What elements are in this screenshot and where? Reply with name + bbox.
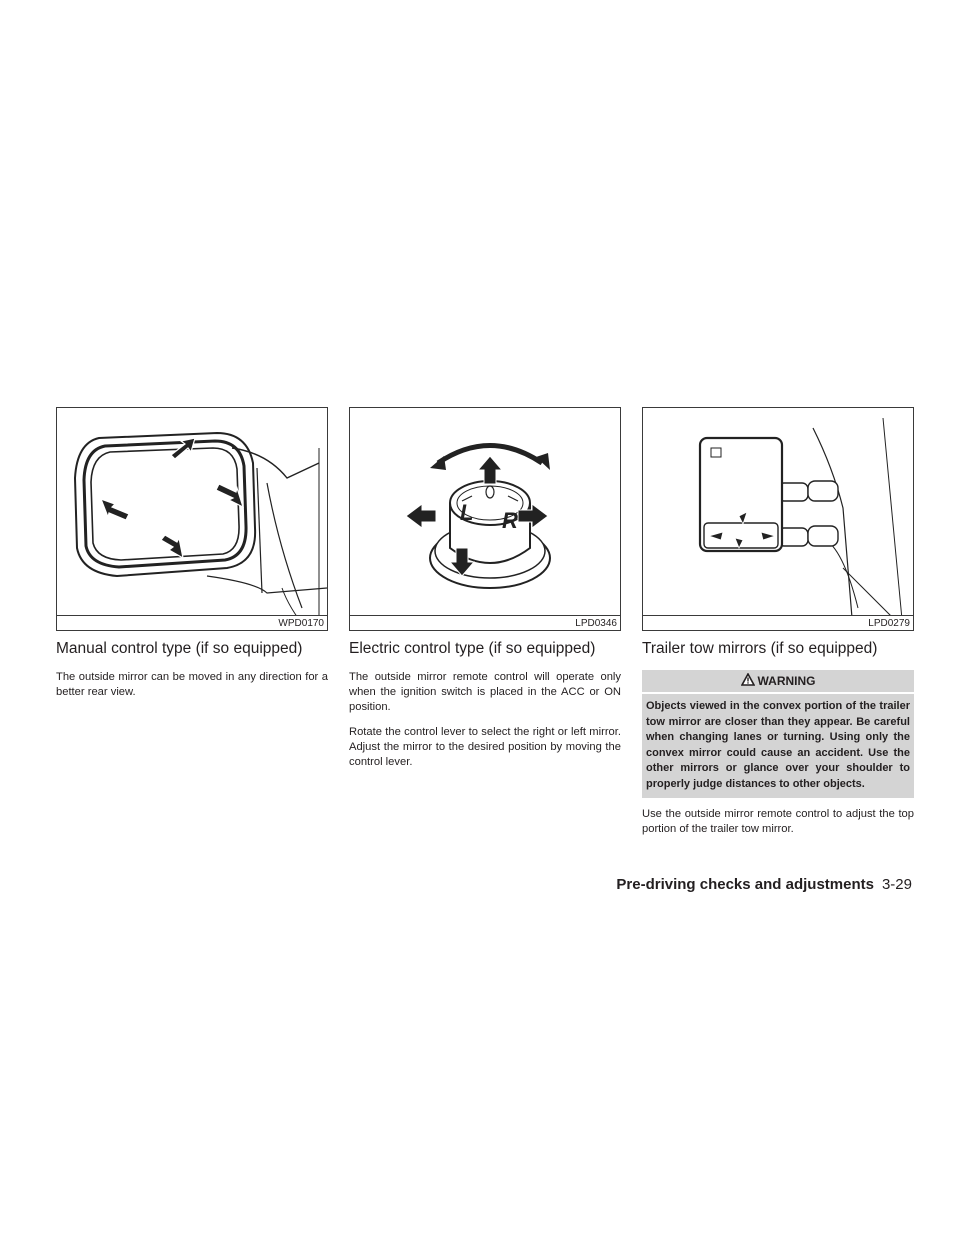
manual-mirror-illustration (57, 408, 327, 630)
page-number: 3-29 (881, 876, 912, 893)
section-heading: Trailer tow mirrors (if so equipped) (642, 640, 878, 657)
warning-header (642, 670, 914, 692)
right-mirror-label: R (502, 508, 518, 533)
section-heading: Manual control type (if so equipped) (56, 640, 303, 657)
column-trailer-tow (642, 407, 914, 847)
warning-title: WARNING (757, 674, 816, 688)
figure-code: LPD0279 (643, 615, 913, 630)
column-electric-control (349, 407, 621, 780)
figure-code: LPD0346 (350, 615, 620, 630)
warning-text: Objects viewed in the convex portion of the trailer tow mirror are closer than they appear. Be careful when changing lanes or turning. Using only the convex mirror could cause an accident. Use the other mirrors or glance over your shoulder to properly judge distances to other objects. (642, 694, 914, 798)
section-heading: Electric control type (if so equipped) (349, 640, 596, 657)
page-footer (616, 876, 912, 893)
paragraph: The outside mirror can be moved in any direction for a better rear view. (56, 671, 328, 698)
footer-section-title: Pre-driving checks and adjustments (616, 876, 874, 893)
paragraph: Use the outside mirror remote control to adjust the top portion of the trailer tow mirror. (642, 808, 914, 835)
left-mirror-label: L (460, 500, 474, 525)
tow-mirror-illustration (643, 408, 913, 630)
paragraph: Rotate the control lever to select the right or left mirror. Adjust the mirror to the desired position by moving the control lever. (349, 726, 621, 768)
column-manual-control (56, 407, 328, 710)
paragraph: The outside mirror remote control will operate only when the ignition switch is placed in the ACC or ON position. (349, 671, 621, 713)
figure-electric-control (349, 407, 621, 631)
mirror-switch-illustration (350, 408, 620, 630)
figure-manual-mirror (56, 407, 328, 631)
warning-triangle-icon (741, 671, 755, 693)
figure-code: WPD0170 (57, 615, 327, 630)
figure-trailer-tow-mirror (642, 407, 914, 631)
